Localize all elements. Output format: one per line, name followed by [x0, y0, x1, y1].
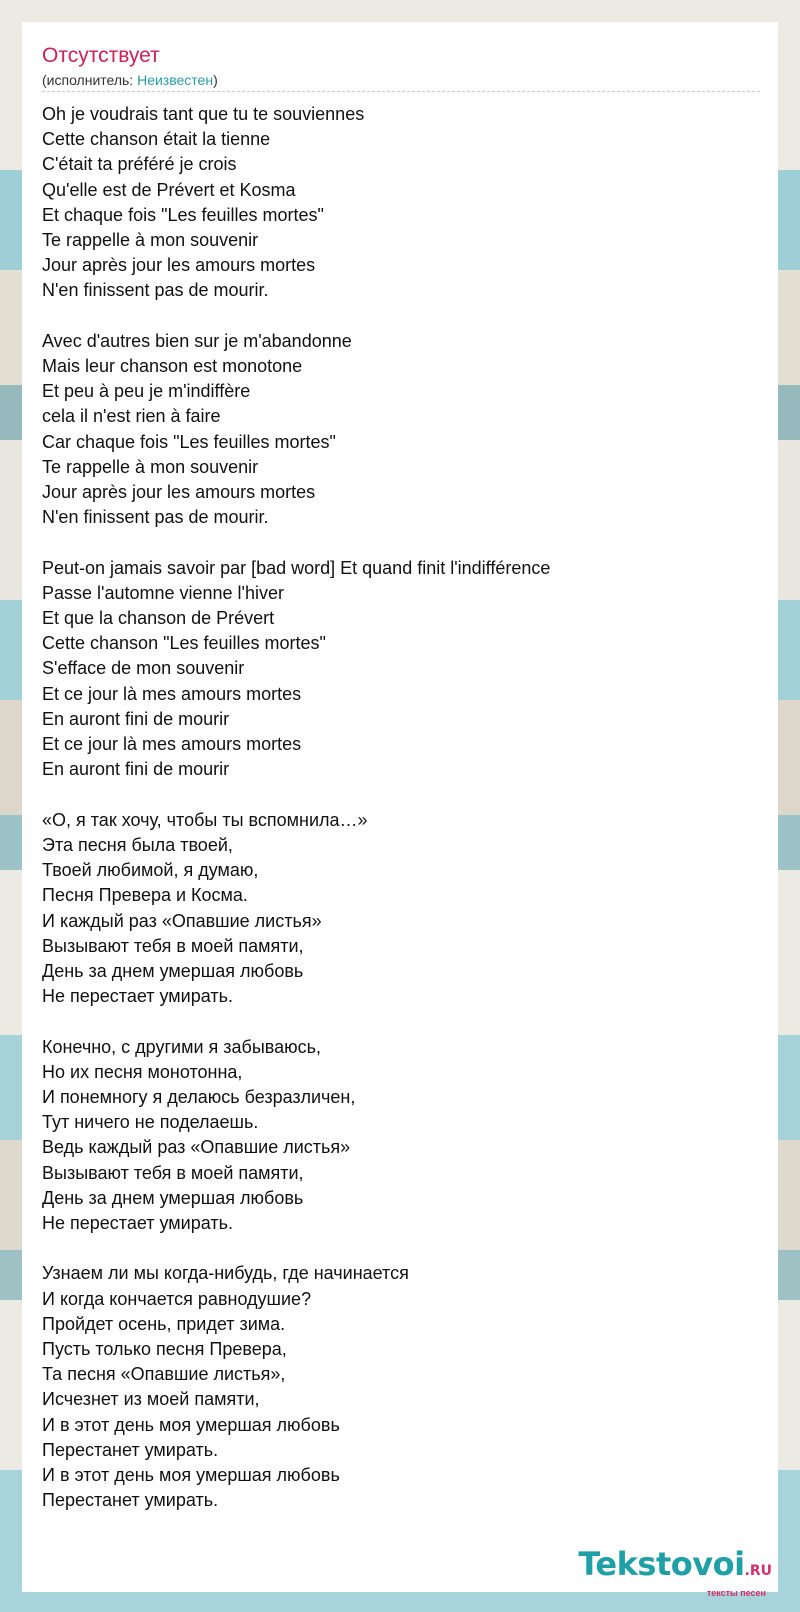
song-title: Отсутствует: [42, 44, 160, 67]
lyrics-text: Oh je voudrais tant que tu te souviennes Cette chanson était la tienne C'était ta préféré je crois Qu'elle est de Prévert et Kosma Et chaque fois "Les feuilles mortes" Te rappelle à mon souvenir Jour après jour les amours mortes N'en finissent pas de mourir. Avec d'autres bien sur je m'abandonne Mais leur chanson est monotone Et peu à peu je m'indiffère cela il n'est rien à faire Car chaque fois "Les feuilles mortes" Te rappelle à mon souvenir Jour après jour les amours mortes N'en finissent pas de mourir. Peut-on jamais savoir par [bad word] Et quand finit l'indifférence Passe l'automne vienne l'hiver Et que la chanson de Prévert Cette chanson "Les feuilles mortes" S'efface de mon souvenir Et ce jour là mes amours mortes En auront fini de mourir Et ce jour là mes amours mortes En auront fini de mourir «О, я так хочу, чтобы ты вспомнила…» Эта песня была твоей, Твоей любимой, я думаю, Песня Превера и Косма. И каждый раз «Опавшие листья» Вызывают тебя в моей памяти, День за днем умершая любовь Не перестает умирать. Конечно, с другими я забываюсь, Но их песня монотонна, И понемногу я делаюсь безразличен, Тут ничего не поделаешь. Ведь каждый раз «Опавшие листья» Вызывают тебя в моей памяти, День за днем умершая любовь Не перестает умирать. Узнаем ли мы когда-нибудь, где начинается И когда кончается равнодушие? Пройдет осень, придет зима. Пусть только песня Превера, Та песня «Опавшие листья», Исчезнет из моей памяти, И в этот день моя умершая любовь Перестанет умирать. И в этот день моя умершая любовь Перестанет умирать.: [42, 104, 551, 1511]
site-logo[interactable]: [578, 1545, 772, 1598]
logo-main-text: Tekstovoi: [578, 1545, 745, 1583]
logo-tagline: тексты песен: [706, 1588, 766, 1598]
artist-link[interactable]: Неизвестен: [137, 72, 214, 88]
logo-tld: .RU: [744, 1563, 772, 1579]
title-divider: [42, 91, 760, 92]
artist-prefix: (исполнитель:: [42, 72, 138, 88]
artist-suffix: ): [213, 72, 218, 88]
artist-line: [42, 72, 218, 88]
logo-wordmark: [578, 1545, 772, 1587]
lyrics-card: [22, 22, 778, 1592]
